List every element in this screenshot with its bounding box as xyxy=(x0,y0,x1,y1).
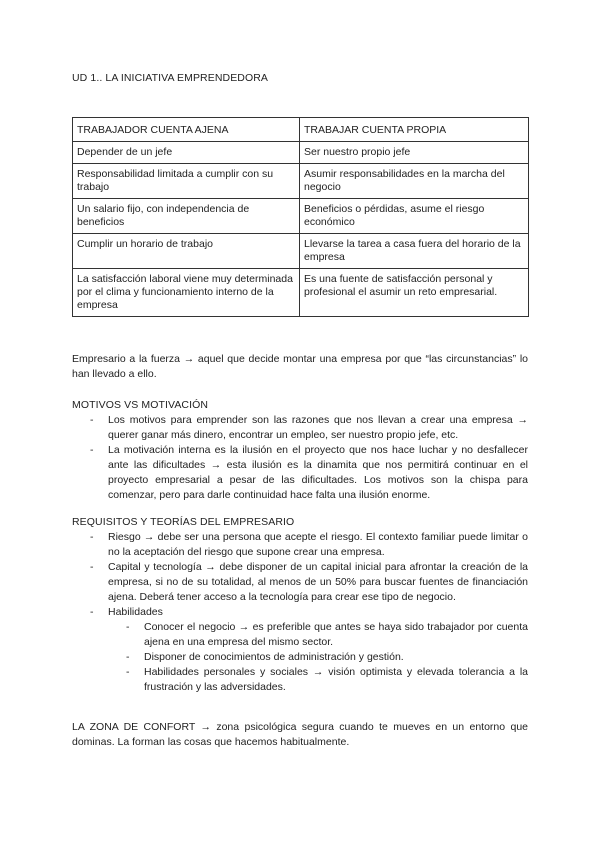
table-row xyxy=(73,269,529,317)
table-row xyxy=(73,164,529,199)
table-cell: Depender de un jefe xyxy=(73,142,300,164)
list-item xyxy=(72,605,528,695)
table-header-row xyxy=(73,118,529,142)
table-cell: Ser nuestro propio jefe xyxy=(300,142,529,164)
habilidades-sublist xyxy=(108,620,528,695)
table-cell: Beneficios o pérdidas, asume el riesgo económico xyxy=(300,199,529,234)
table-header-cell: TRABAJAR CUENTA PROPIA xyxy=(300,118,529,142)
table-row xyxy=(73,142,529,164)
list-item-label: Habilidades xyxy=(108,606,163,618)
section-heading: MOTIVOS VS MOTIVACIÓN xyxy=(72,399,209,411)
sub-list-item: - Conocer el negocio → es preferible que antes se haya sido trabajador por cuenta ajena en una empresa del mismo sector. xyxy=(108,620,528,650)
zona-confort-paragraph: LA ZONA DE CONFORT → zona psicológica segura cuando te mueves en un entorno que dominas. La forman las cosas que hacemos habitualmente. xyxy=(72,721,528,748)
table-cell: Cumplir un horario de trabajo xyxy=(73,234,300,269)
motivos-list xyxy=(72,413,528,503)
table-cell: Asumir responsabilidades en la marcha del negocio xyxy=(300,164,529,199)
comparison-table xyxy=(72,117,529,317)
list-item: - Riesgo → debe ser una persona que acepte el riesgo. El contexto familiar puede limitar o no la aceptación del riesgo que supone crear una empresa. xyxy=(72,530,528,560)
list-item: - Los motivos para emprender son las razones que nos llevan a crear una empresa → querer ganar más dinero, encontrar un empleo, ser nuestro propio jefe, etc. xyxy=(72,413,528,443)
table-cell: Es una fuente de satisfacción personal y profesional el asumir un reto empresarial. xyxy=(300,269,529,317)
sub-list-item: - Habilidades personales y sociales → visión optimista y elevada tolerancia a la frustración y las adversidades. xyxy=(108,665,528,695)
requisitos-list xyxy=(72,530,528,695)
requisitos-section xyxy=(72,515,528,695)
table-cell: La satisfacción laboral viene muy determinada por el clima y funcionamiento interno de la empresa xyxy=(73,269,300,317)
table-header-cell: TRABAJADOR CUENTA AJENA xyxy=(73,118,300,142)
table-row xyxy=(73,199,529,234)
motivos-section xyxy=(72,398,528,503)
table-cell: Responsabilidad limitada a cumplir con su trabajo xyxy=(73,164,300,199)
table-row xyxy=(73,234,529,269)
table-cell: Llevarse la tarea a casa fuera del horario de la empresa xyxy=(300,234,529,269)
table-cell: Un salario fijo, con independencia de beneficios xyxy=(73,199,300,234)
document-title: UD 1.. LA INICIATIVA EMPRENDEDORA xyxy=(72,72,269,84)
section-heading: REQUISITOS Y TEORÍAS DEL EMPRESARIO xyxy=(72,516,295,528)
empresario-definition: Empresario a la fuerza → aquel que decide montar una empresa por que “las circunstancias” lo han llevado a ello. xyxy=(72,353,528,380)
list-item: - La motivación interna es la ilusión en el proyecto que nos hace luchar y no desfallecer ante las dificultades → esta ilusión es la dinamita que nos permitirá continuar en el proyecto empresarial a pesar de las dificultades. Los motivos son la chispa para comenzar, pero para darle continuidad hace falta una ilusión enorme. xyxy=(72,443,528,503)
sub-list-item: - Disponer de conocimientos de administración y gestión. xyxy=(108,650,528,665)
list-item: - Capital y tecnología → debe disponer de un capital inicial para afrontar la creación de la empresa, si no de su totalidad, al menos de un 50% para buscar fuentes de financiación ajena. Deberá tener acceso a la tecnología para crear ese tipo de negocio. xyxy=(72,560,528,605)
